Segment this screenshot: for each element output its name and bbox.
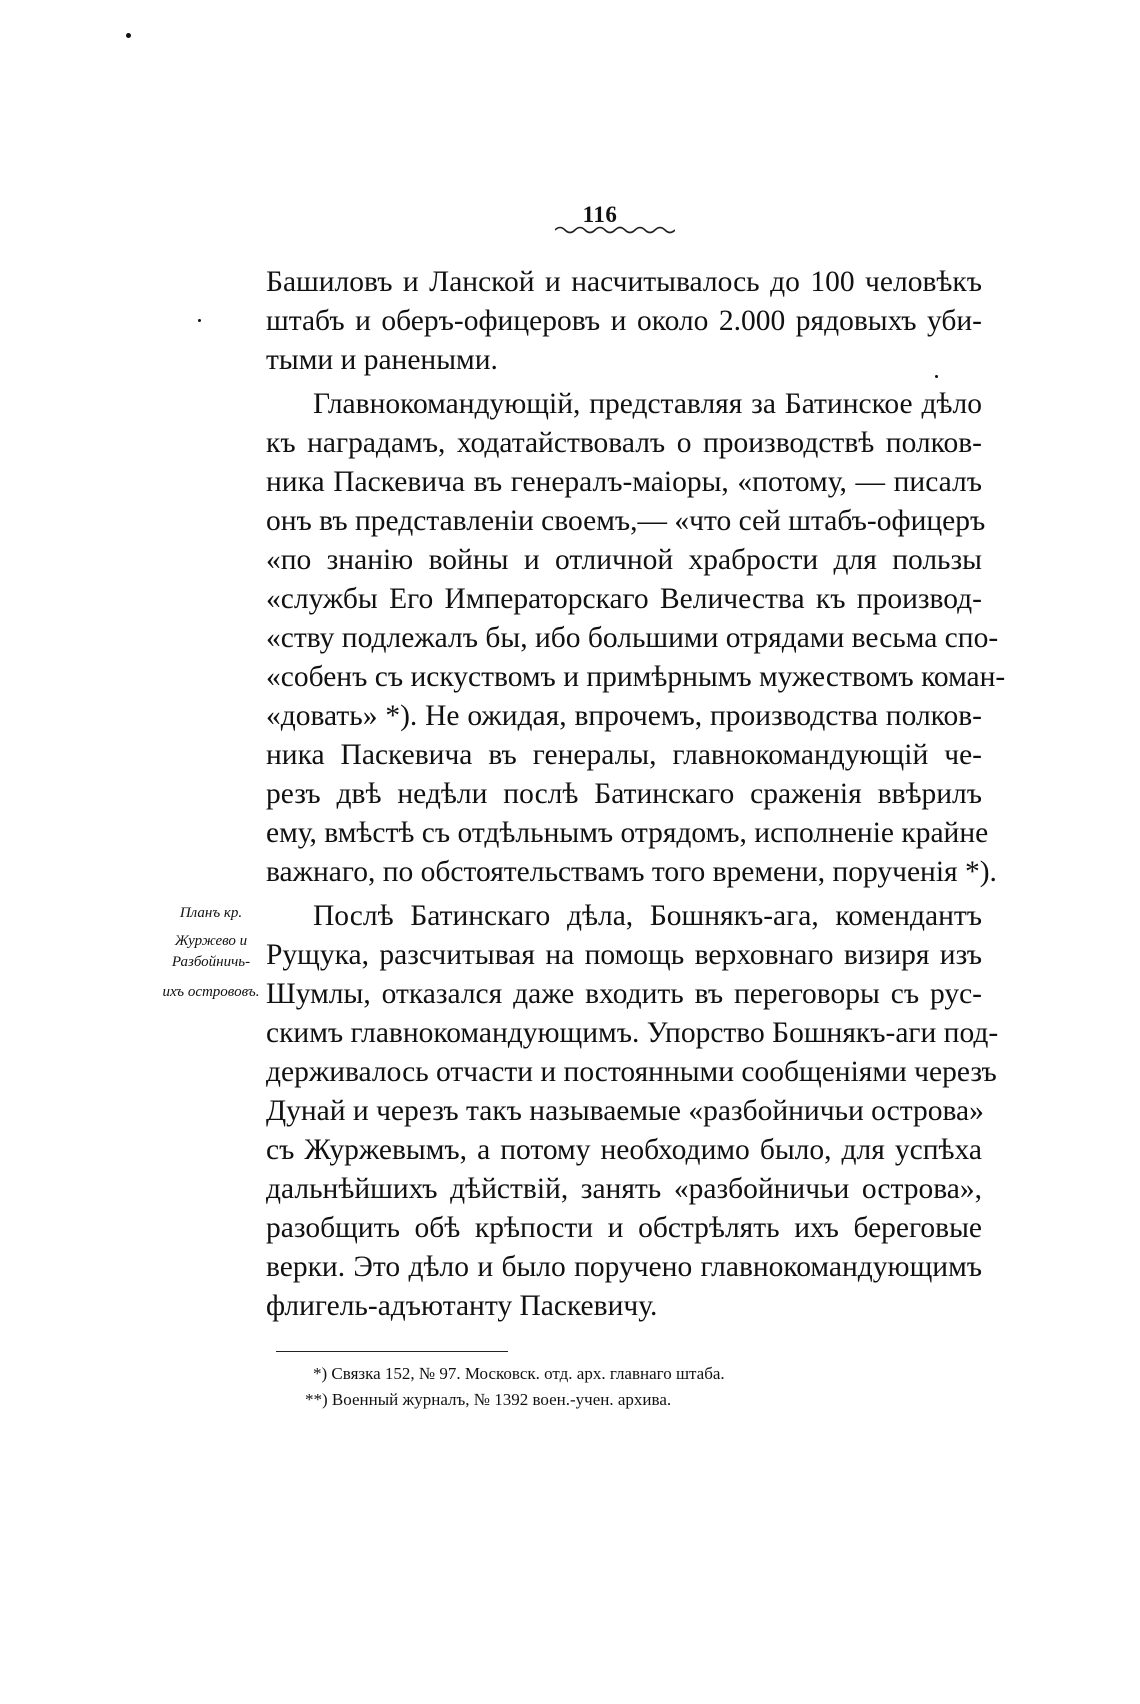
text-line: Шумлы, отказался даже входить въ переговоры съ рус- <box>266 978 982 1010</box>
footnote <box>313 1363 725 1385</box>
text-line: Дунай и черезъ такъ называемые «разбойничьи острова» <box>266 1095 984 1127</box>
text-line: штабъ и оберъ-офицеровъ и около 2.000 рядовыхъ уби- <box>266 305 982 337</box>
text-line: «службы Его Императорскаго Величества къ производ- <box>266 583 982 615</box>
footnote-text: Военный журналъ, № 1392 воен.-учен. архива. <box>331 1390 672 1409</box>
text-line: Главнокомандующій, представляя за Батинское дѣло <box>313 388 982 420</box>
margin-note <box>150 904 272 1001</box>
text-line: «ству подлежалъ бы, ибо большими отрядами весьма спо- <box>266 622 999 654</box>
text-line: «по знанію войны и отличной храбрости для пользы <box>266 544 982 576</box>
text-line: «собенъ съ искуствомъ и примѣрнымъ мужествомъ коман- <box>266 661 1006 693</box>
text-line: важнаго, по обстоятельствамъ того времени, порученія *). <box>266 856 997 888</box>
margin-note-line: ихъ острововъ. <box>162 984 260 1000</box>
text-line: Рущука, разсчитывая на помощь верховнаго визиря изъ <box>266 939 982 971</box>
text-line: резъ двѣ недѣли послѣ Батинскаго сраженія ввѣрилъ <box>266 778 982 810</box>
page-number: 116 <box>582 202 618 227</box>
scan-speck <box>198 319 201 322</box>
text-line: къ наградамъ, ходатайствовалъ о производствѣ полков- <box>266 427 982 459</box>
text-line: ника Паскевича въ генералы, главнокомандующій че- <box>266 739 982 771</box>
text-line: ему, вмѣстѣ съ отдѣльнымъ отрядомъ, исполненіе крайне <box>266 817 989 849</box>
text-line: «довать» *). Не ожидая, впрочемъ, производства полков- <box>266 700 982 732</box>
footnote-text: Связка 152, № 97. Московск. отд. арх. главнаго штаба. <box>331 1364 725 1383</box>
text-line: съ Журжевымъ, а потому необходимо было, для успѣха <box>266 1134 982 1166</box>
footnote-marker: *) <box>313 1364 328 1383</box>
footnote-marker: **) <box>305 1390 328 1409</box>
text-line: держивалось отчасти и постоянными сообщеніями черезъ <box>266 1056 997 1088</box>
text-line: скимъ главнокомандующимъ. Упорство Бошнякъ-аги под- <box>266 1017 999 1049</box>
text-line: онъ въ представленіи своемъ,— «что сей штабъ-офицеръ <box>266 505 986 537</box>
text-line: Башиловъ и Ланской и насчитывалось до 100 человѣкъ <box>266 266 982 298</box>
footnote <box>305 1389 671 1411</box>
text-line: тыми и ранеными. <box>266 344 498 376</box>
margin-note-line: Планъ кр. <box>179 905 243 921</box>
text-line: флигель-адъютанту Паскевичу. <box>266 1290 658 1322</box>
text-line: Послѣ Батинскаго дѣла, Бошнякъ-ага, комендантъ <box>313 900 982 932</box>
text-line: разобщить обѣ крѣпости и обстрѣлять ихъ береговые <box>266 1212 982 1244</box>
scan-speck <box>126 33 131 38</box>
text-line: ника Паскевича въ генералъ-маіоры, «потому, — писалъ <box>266 466 982 498</box>
text-line: верки. Это дѣло и было поручено главнокомандующимъ <box>266 1251 982 1283</box>
text-line: дальнѣйшихъ дѣйствій, занять «разбойничьи острова», <box>266 1173 982 1205</box>
margin-note-line: Журжево и <box>174 933 248 949</box>
wavy-rule-ornament <box>555 223 675 237</box>
footnote-rule <box>276 1351 508 1352</box>
margin-note-line: Разбойничь- <box>171 954 251 970</box>
